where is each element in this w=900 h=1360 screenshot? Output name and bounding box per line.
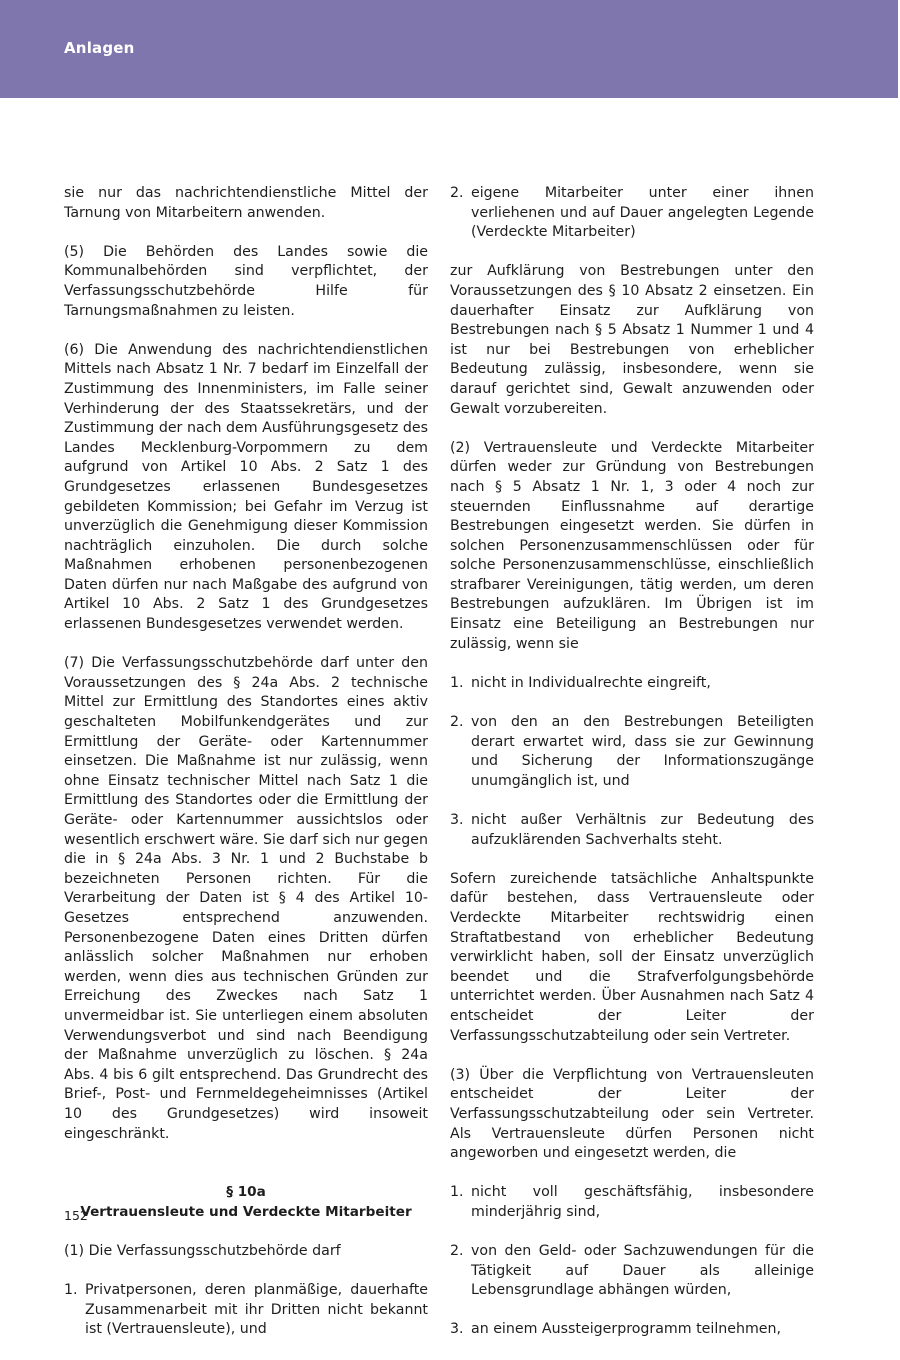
list-text: an einem Aussteigerprogramm teilnehmen, xyxy=(471,1321,782,1338)
paragraph: zur Aufklärung von Bestrebungen unter den Voraussetzungen des § 10 Absatz 2 einsetzen. Ein dauerhafter Einsatz zur Aufklärung von Bestrebungen nach § 5 Absatz 1 Nummer 1 und 4 ist nur bei Bestrebungen von erheblicher Bedeutung zulässig, insbesondere, wenn sie darauf gerichtet sind, Gewalt anzuwenden oder Gewalt vorzubereiten. xyxy=(450,263,814,417)
list-text: nicht voll geschäftsfähig, insbesondere minderjährig sind, xyxy=(471,1184,814,1220)
list-number: 2. xyxy=(450,185,464,201)
list-text: nicht in Individualrechte eingreift, xyxy=(471,674,711,691)
paragraph-5: (5) Die Behörden des Landes sowie die Kommunalbehörden sind verpflichtet, der Verfassungsschutzbehörde Hilfe für Tarnungsmaßnahmen zu leisten. xyxy=(64,243,428,319)
section-number: § 10a xyxy=(226,1184,266,1201)
list-text: Privatpersonen, deren planmäßige, dauerhafte Zusammenarbeit mit ihr Dritten nicht bekannt ist (Vertrauensleute), und xyxy=(85,1282,428,1338)
list-number: 2. xyxy=(450,1243,464,1260)
list-item xyxy=(450,184,814,243)
paragraph-2: (2) Vertrauensleute und Verdeckte Mitarbeiter dürfen weder zur Gründung von Bestrebungen nach § 5 Absatz 1 Nr. 1, 3 oder 4 noch zur steuernden Einflussnahme auf derartige Bestrebungen eingesetzt werden. Sie dürfen in solchen Personenzusammenschlüssen oder für solche Personenzusammenschlüsse, einschließlich strafbarer Vereinigungen, tätig werden, um deren Bestrebungen aufzuklären. Im Übrigen ist im Einsatz eine Beteiligung an Bestrebungen nur zulässig, wenn sie xyxy=(450,439,814,652)
list-text: von den Geld- oder Sachzuwendungen für die Tätigkeit auf Dauer als alleinige Lebensgrundlage abhängen würden, xyxy=(471,1243,814,1299)
list-item xyxy=(64,1281,428,1340)
header-bar xyxy=(0,0,898,98)
list-number: 3. xyxy=(450,812,464,828)
list-item xyxy=(450,1183,814,1222)
list-number: 1. xyxy=(450,674,464,691)
left-column xyxy=(64,184,428,1359)
section-heading xyxy=(64,1183,428,1222)
section-heading-title: Vertrauensleute und Verdeckte Mitarbeiter xyxy=(80,1203,412,1220)
section-title: Anlagen xyxy=(64,39,135,57)
page-number: 152 xyxy=(64,1208,88,1223)
list-text: von den an den Bestrebungen Beteiligten derart erwartet wird, dass sie zur Gewinnung und Sicherung der Informationszugänge unumgänglich ist, und xyxy=(471,714,814,789)
list-number: 1. xyxy=(64,1282,78,1299)
paragraph: Sofern zureichende tatsächliche Anhaltspunkte dafür bestehen, dass Vertrauensleute oder Verdeckte Mitarbeiter rechtswidrig einen Straftatbestand von erheblicher Bedeutung verwirklicht haben, soll der Einsatz unverzüglich beendet und die Strafverfolgungsbehörde unterrichtet werden. Über Ausnahmen nach Satz 4 entscheidet der Leiter der Verfassungsschutzabteilung oder sein Vertreter. xyxy=(450,870,814,1044)
list-item xyxy=(450,674,814,694)
right-column xyxy=(450,184,814,1360)
paragraph: sie nur das nachrichtendienstliche Mittel der Tarnung von Mitarbeitern anwenden. xyxy=(64,185,428,221)
list-item xyxy=(450,1320,814,1340)
paragraph-6: (6) Die Anwendung des nachrichtendienstlichen Mittels nach Absatz 1 Nr. 7 bedarf im Einzelfall der Zustimmung des Innenministers, im Falle seiner Verhinderung der des Staatssekretärs, und der Zustimmung der nach dem Ausführungsgesetz des Landes Mecklenburg-Vorpommern zu dem aufgrund von Artikel 10 Abs. 2 Satz 1 des Grundgesetzes erlassenen Bundesgesetzes gebildeten Kommission; bei Gefahr im Verzug ist unverzüglich die Genehmigung dieser Kommission nachträglich einzuholen. Die durch solche Maßnahmen erhobenen personenbezogenen Daten dürfen nur nach Maßgabe des aufgrund von Artikel 10 Abs. 2 Satz 1 des Grundgesetzes erlassenen Bundesgesetzes verwendet werden. xyxy=(64,341,428,633)
list-text: nicht außer Verhältnis zur Bedeutung des aufzuklärenden Sachverhalts steht. xyxy=(471,812,814,848)
list-number: 2. xyxy=(450,714,464,731)
paragraph-1: (1) Die Verfassungsschutzbehörde darf xyxy=(64,1242,341,1259)
list-number: 1. xyxy=(450,1184,464,1201)
list-number: 3. xyxy=(450,1321,464,1338)
list-item xyxy=(450,713,814,791)
paragraph-7: (7) Die Verfassungsschutzbehörde darf unter den Voraussetzungen des § 24a Abs. 2 technische Mittel zur Ermittlung des Standortes eines aktiv geschalteten Mobilfunkendgerätes und zur Ermittlung der Geräte- oder Kartennummer einsetzen. Die Maßnahme ist nur zulässig, wenn ohne Einsatz technischer Mittel nach Satz 1 die Ermittlung des Standortes oder die Ermittlung der Geräte- oder Kartennummer aussichtslos oder wesentlich erschwert wäre. Sie darf sich nur gegen die in § 24a Abs. 3 Nr. 1 und 2 Buchstabe b bezeichneten Personen richten. Für die Verarbeitung der Daten ist § 4 des Artikel 10-Gesetzes entsprechend anzuwenden. Personenbezogene Daten eines Dritten dürfen anlässlich solcher Maßnahmen nur erhoben werden, wenn dies aus technischen Gründen zur Erreichung des Zweckes nach Satz 1 unvermeidbar ist. Sie unterliegen einem absoluten Verwendungsverbot und sind nach Beendigung der Maßnahme unverzüglich zu löschen. § 24a Abs. 4 bis 6 gilt entsprechend. Das Grundrecht des Brief-, Post- und Fernmeldegeheimnisses (Artikel 10 des Grundgesetzes) wird insoweit eingeschränkt. xyxy=(64,655,428,1142)
list-item xyxy=(450,811,814,850)
list-text: eigene Mitarbeiter unter einer ihnen verliehenen und auf Dauer angelegten Legende (Verdeckte Mitarbeiter) xyxy=(471,185,814,241)
list-item xyxy=(450,1242,814,1301)
paragraph-3: (3) Über die Verpflichtung von Vertrauensleuten entscheidet der Leiter der Verfassungsschutzabteilung oder sein Vertreter. Als Vertrauensleute dürfen Personen nicht angeworben und eingesetzt werden, die xyxy=(450,1066,814,1162)
